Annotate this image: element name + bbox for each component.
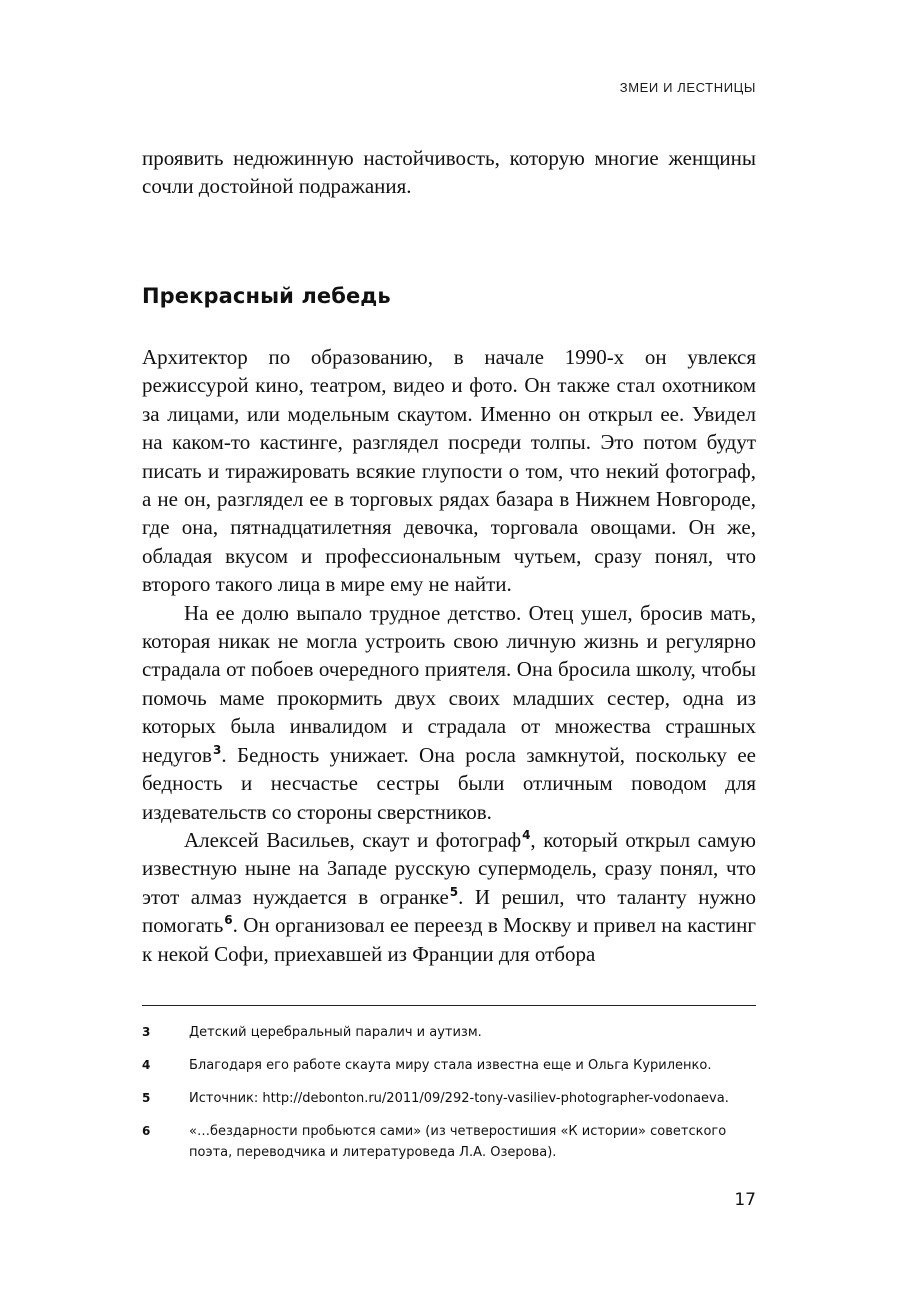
paragraph-3 xyxy=(142,826,756,968)
footnote-ref-5[interactable]: 5 xyxy=(449,884,459,899)
footnote-number: 3 xyxy=(142,1025,151,1039)
paragraph-2 xyxy=(142,599,756,826)
footnote-text: Источник: http://debonton.ru/2011/09/292-tony-vasiliev-photographer-vodonaeva. xyxy=(189,1091,729,1106)
footnote-number: 6 xyxy=(142,1124,151,1138)
paragraph-3-part-b: , который открыл самую известную ныне на Западе русскую супермодель, сразу понял, что этот алмаз нуждается в огранке xyxy=(142,827,756,909)
footnote-3 xyxy=(142,1022,756,1043)
footnote-text: Благодаря его работе скаута миру стала известна еще и Ольга Куриленко. xyxy=(189,1058,712,1073)
paragraph-3-part-a: Алексей Васильев, скаут и фотограф xyxy=(184,827,522,852)
body-text xyxy=(142,343,756,968)
footnote-ref-6[interactable]: 6 xyxy=(224,913,233,928)
intro-text: проявить недюжинную настойчивость, которую многие женщины сочли достойной подражания. xyxy=(142,146,756,199)
paragraph-3-part-d: . Он организовал ее переезд в Москву и привел на кастинг к некой Софи, приехавшей из Франции для отбора xyxy=(142,913,756,966)
footnotes xyxy=(142,1022,756,1175)
footnote-divider xyxy=(142,1005,756,1006)
footnote-6 xyxy=(142,1121,756,1163)
footnote-number: 5 xyxy=(142,1091,151,1105)
intro-paragraph xyxy=(142,144,756,201)
footnote-ref-4[interactable]: 4 xyxy=(522,827,531,842)
paragraph-2-part-b: . Бедность унижает. Она росла замкнутой, поскольку ее бедность и несчастье сестры были отличным поводом для издевательств со стороны сверстников. xyxy=(142,742,756,824)
footnote-text: Детский церебральный паралич и аутизм. xyxy=(189,1025,482,1040)
footnote-number: 4 xyxy=(142,1058,151,1072)
running-head: ЗМЕИ И ЛЕСТНИЦЫ xyxy=(619,80,756,95)
footnote-ref-3[interactable]: 3 xyxy=(212,742,222,757)
footnote-4 xyxy=(142,1055,756,1076)
paragraph-3-part-c: . И решил, что таланту нужно помогать xyxy=(142,884,756,938)
footnote-text: «…бездарности пробьются сами» (из четверостишия «К истории» советского поэта, переводчика и литературоведа Л.А. Озерова). xyxy=(189,1124,727,1160)
footnote-5 xyxy=(142,1088,756,1109)
paragraph-1: Архитектор по образованию, в начале 1990-х он увлекся режиссурой кино, театром, видео и фото. Он также стал охотником за лицами, или модельным скаутом. Именно он открыл ее. Увидел на каком-то кастинге, разглядел посреди толпы. Это потом будут писать и тиражировать всякие глупости о том, что некий фотограф, а не он, разглядел ее в торговых рядах базара в Нижнем Новгороде, где она, пятнадцатилетняя девочка, торговала овощами. Он же, обладая вкусом и профессиональным чутьем, сразу понял, что второго такого лица в мире ему не найти. xyxy=(142,345,756,597)
section-title: Прекрасный лебедь xyxy=(142,284,391,308)
paragraph-2-part-a: На ее долю выпало трудное детство. Отец ушел, бросив мать, которая никак не могла устроить свою личную жизнь и регулярно страдала от побоев очередного приятеля. Она бросила школу, чтобы помочь маме прокормить двух своих младших сестер, одна из которых была инвалидом и страдала от множества страшных недугов xyxy=(142,600,756,767)
page-number: 17 xyxy=(734,1190,756,1210)
